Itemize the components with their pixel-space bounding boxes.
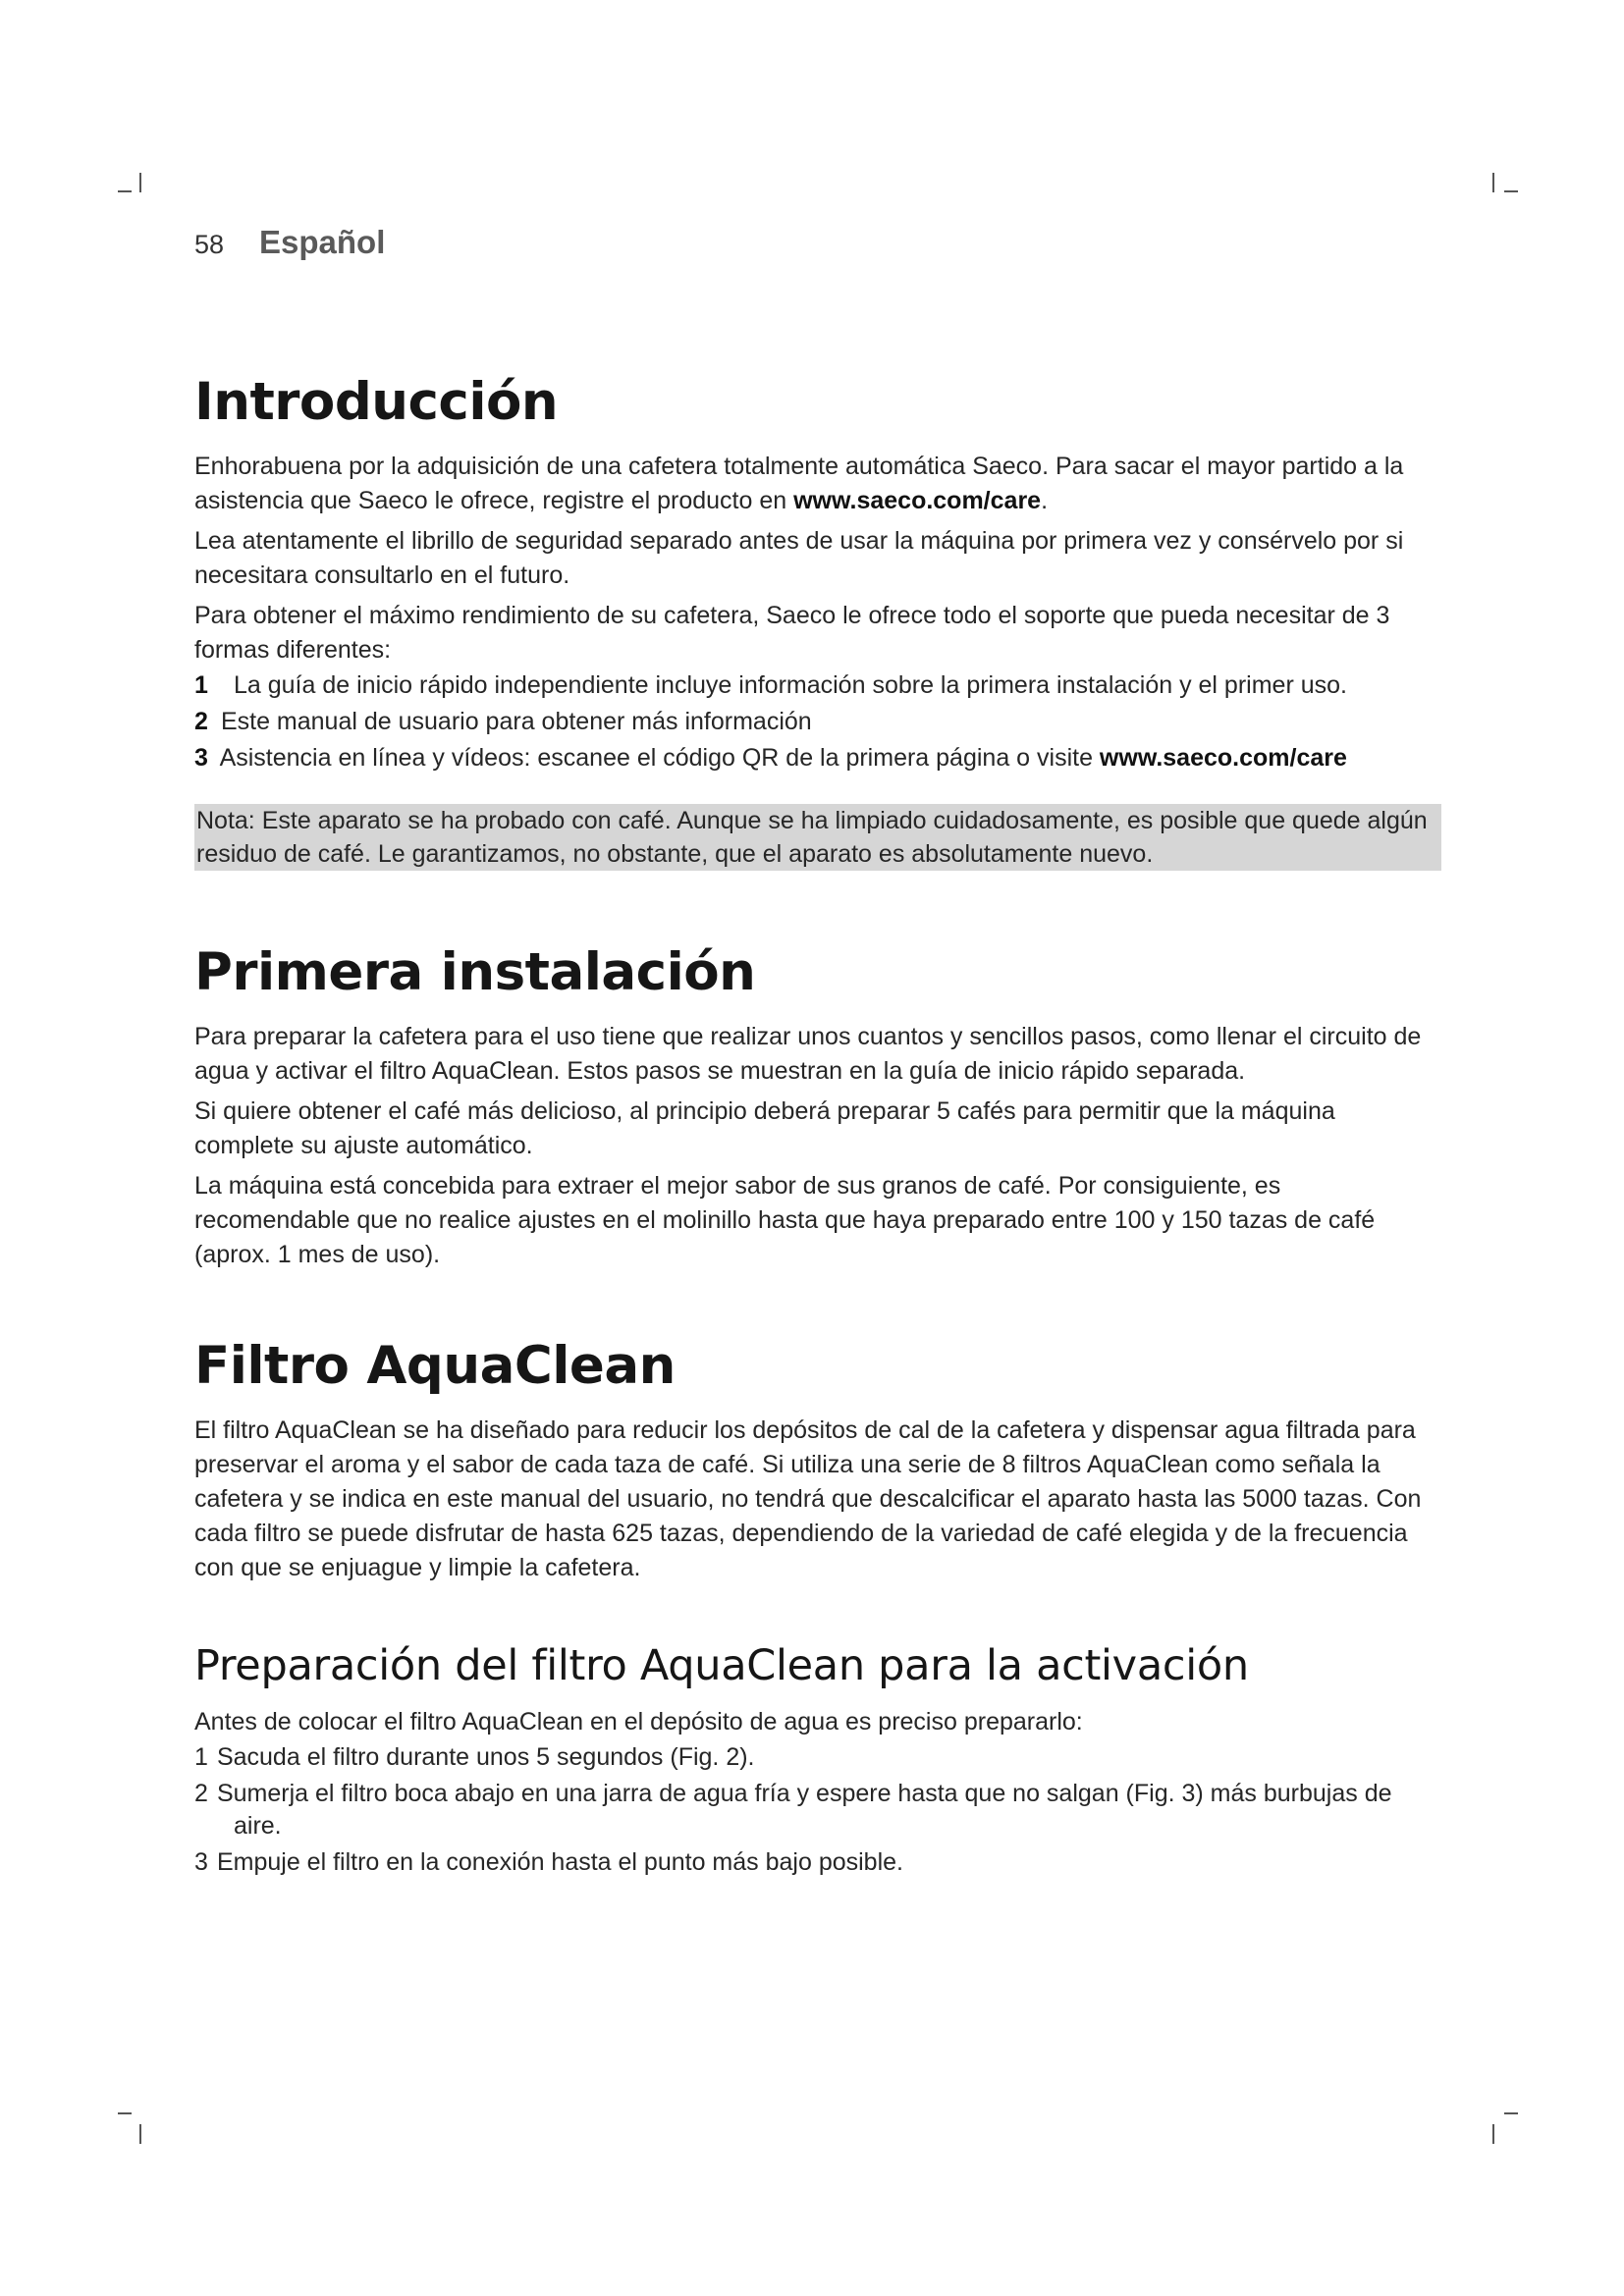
section-label: Español	[259, 224, 386, 260]
crop-mark-bottom-left-v	[139, 2124, 141, 2144]
crop-mark-top-right-v	[1492, 173, 1494, 192]
list-item	[194, 1741, 1441, 1774]
list-item-text: Empuje el filtro en la conexión hasta el punto más bajo posible.	[216, 1848, 903, 1876]
list-item-number: 2	[194, 708, 208, 735]
first-install-section	[194, 935, 1441, 1272]
intro-heading: Introducción	[194, 372, 559, 432]
aquaclean-heading: Filtro AquaClean	[194, 1336, 676, 1396]
prep-heading: Preparación del filtro AquaClean para la activación	[194, 1641, 1249, 1690]
note-text: Nota: Este aparato se ha probado con café. Aunque se ha limpiado cuidadosamente, es posible que quede algún residuo de café. Le garantizamos, no obstante, que el aparato es absolutamente nuevo.	[196, 807, 1428, 868]
prep-paragraph-1: Antes de colocar el filtro AquaClean en el depósito de agua es preciso prepararlo:	[194, 1708, 1083, 1735]
first-install-paragraph-1: Para preparar la cafetera para el uso tiene que realizar unos cuantos y sencillos pasos, como llenar el circuito de agua y activar el filtro AquaClean. Estos pasos se muestran en la guía de inicio rápido separada.	[194, 1023, 1422, 1085]
support-link[interactable]: www.saeco.com/care	[1099, 744, 1347, 772]
list-item-text: Sacuda el filtro durante unos 5 segundos (Fig. 2).	[216, 1743, 755, 1771]
page-number: 58	[194, 230, 225, 259]
list-item-number: 3	[194, 744, 208, 772]
aquaclean-section	[194, 1329, 1441, 1585]
prep-steps	[194, 1741, 1441, 1879]
first-install-paragraph-2: Si quiere obtener el café más delicioso, al principio deberá preparar 5 cafés para permitir que la máquina complete su ajuste automático.	[194, 1097, 1335, 1159]
list-item	[194, 742, 1441, 774]
first-install-paragraph-3: La máquina está concebida para extraer el mejor sabor de sus granos de café. Por consiguiente, es recomendable que no realice ajustes en el molinillo hasta que haya preparado entre 100 y 150 tazas de café (aprox. 1 mes de uso).	[194, 1172, 1376, 1268]
list-item-number: 1	[194, 671, 208, 699]
crop-mark-bottom-right-v	[1492, 2124, 1494, 2144]
intro-paragraph-1-text: Enhorabuena por la adquisición de una cafetera totalmente automática Saeco. Para sacar el mayor partido a la asistencia que Saeco le ofrece, registre el producto en	[194, 453, 1404, 514]
support-list	[194, 669, 1441, 774]
crop-mark-top-left-v	[139, 173, 141, 192]
running-head	[194, 224, 385, 263]
first-install-heading: Primera instalación	[194, 942, 756, 1002]
list-item-text: Asistencia en línea y vídeos: escanee el código QR de la primera página o visite	[219, 744, 1100, 772]
list-item	[194, 706, 1441, 738]
crop-mark-bottom-right-h	[1504, 2112, 1518, 2114]
prep-section	[194, 1636, 1441, 1879]
intro-paragraph-2: Lea atentamente el librillo de seguridad separado antes de usar la máquina por primera vez y consérvelo por si necesitara consultarlo en el futuro.	[194, 527, 1404, 589]
list-item	[194, 1778, 1441, 1842]
list-item	[194, 1846, 1441, 1879]
list-item-number: 2	[194, 1780, 208, 1807]
list-item	[194, 669, 1441, 702]
note-box	[194, 804, 1441, 871]
aquaclean-paragraph-1: El filtro AquaClean se ha diseñado para reducir los depósitos de cal de la cafetera y dispensar agua filtrada para preservar el aroma y el sabor de cada taza de café. Si utiliza una serie de 8 filtros AquaClean como señala la cafetera y se indica en este manual del usuario, no tendrá que descalcificar el aparato hasta las 5000 tazas. Con cada filtro se puede disfrutar de hasta 625 tazas, dependiendo de la variedad de café elegida y de la frecuencia con que se enjuague y limpie la cafetera.	[194, 1416, 1422, 1581]
intro-section	[194, 365, 1441, 871]
intro-paragraph-3: Para obtener el máximo rendimiento de su cafetera, Saeco le ofrece todo el soporte que pueda necesitar de 3 formas diferentes:	[194, 602, 1390, 664]
list-item-text: Sumerja el filtro boca abajo en una jarra de agua fría y espere hasta que no salgan (Fig. 3) más burbujas de aire.	[216, 1780, 1392, 1840]
list-item-number: 1	[194, 1743, 208, 1771]
list-item-text: La guía de inicio rápido independiente incluye información sobre la primera instalación y el primer uso.	[234, 671, 1347, 699]
page-content	[194, 365, 1441, 1883]
intro-paragraph-1-end: .	[1041, 487, 1049, 514]
register-link[interactable]: www.saeco.com/care	[793, 487, 1042, 514]
crop-mark-bottom-left-h	[118, 2112, 132, 2114]
crop-mark-top-left-h	[118, 190, 132, 192]
crop-mark-top-right-h	[1504, 190, 1518, 192]
list-item-text: Este manual de usuario para obtener más información	[220, 708, 812, 735]
intro-paragraph-1	[194, 450, 1441, 518]
list-item-number: 3	[194, 1848, 208, 1876]
